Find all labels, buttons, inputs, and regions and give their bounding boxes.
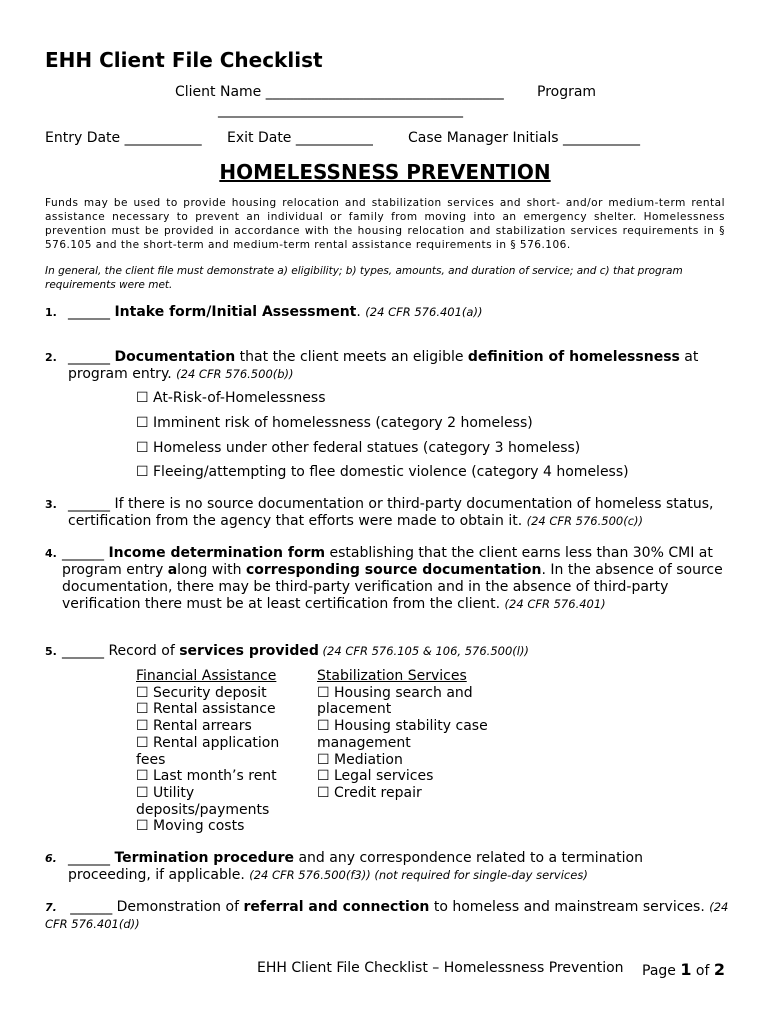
checklist-item-2 bbox=[45, 349, 730, 383]
page-label: Page bbox=[642, 963, 681, 979]
client-name-field: Client Name __________________________________ bbox=[175, 84, 504, 100]
checkbox-category-3[interactable]: ☐ Homeless under other federal statues (category 3 homeless) bbox=[136, 440, 581, 456]
financial-assistance-heading: Financial Assistance bbox=[136, 668, 277, 684]
checklist-item-6 bbox=[45, 850, 730, 884]
intro-paragraph: Funds may be used to provide housing relocation and stabilization services and short- and/or medium-term rental assistance necessary to prevent an individual or family from moving into an emergency shelter. Homelessness prevention must be provided in accordance with the housing relocation and stabilization services requirements in § 576.105 and the short-term and medium-term rental assistance requirements in § 576.106. bbox=[45, 197, 725, 251]
checkbox-mediation[interactable]: ☐ Mediation bbox=[317, 751, 403, 768]
item-text: . In the absence of source documentation, there may be third-party verification and in the absence of third-party verification there must be at least certification from the client. bbox=[62, 562, 723, 612]
item-number: 7. bbox=[45, 901, 57, 914]
checkbox-moving-costs[interactable]: ☐ Moving costs bbox=[136, 818, 245, 835]
item-blank: ______ Record of bbox=[62, 643, 180, 659]
current-page: 1 bbox=[680, 960, 692, 979]
item-number: 3. bbox=[45, 498, 57, 511]
entry-date-field: Entry Date ___________ bbox=[45, 130, 202, 146]
item-citation: (24 CFR 576.500(c)) bbox=[526, 514, 644, 528]
item-number: 5. bbox=[45, 645, 57, 658]
checkbox-utility-deposits[interactable]: ☐ Utility deposits/payments bbox=[136, 784, 270, 818]
checkbox-rental-application-fees[interactable]: ☐ Rental application fees bbox=[136, 734, 280, 768]
item-number: 1. bbox=[45, 306, 57, 319]
checkbox-housing-stability[interactable]: ☐ Housing stability case management bbox=[317, 718, 488, 751]
item-citation: (24 CFR 576.105 & 106, 576.500(l)) bbox=[318, 644, 529, 658]
item-citation: (24 CFR 576.401(d)) bbox=[45, 900, 729, 931]
stabilization-services-heading: Stabilization Services bbox=[317, 668, 467, 684]
program-label: Program bbox=[537, 84, 597, 100]
item-text: at program entry. bbox=[68, 349, 699, 382]
checkbox-at-risk[interactable]: ☐ At-Risk-of-Homelessness bbox=[136, 390, 326, 406]
item-text: to homeless and mainstream services. bbox=[429, 899, 710, 915]
item-blank: ______ bbox=[68, 850, 115, 866]
item-text: that the client meets an eligible bbox=[235, 349, 468, 365]
checkbox-security-deposit[interactable]: ☐ Security deposit bbox=[136, 684, 267, 701]
item-citation: (24 CFR 576.401(a)) bbox=[365, 305, 483, 319]
intro-note: In general, the client file must demonstrate a) eligibility; b) types, amounts, and duration of service; and c) that program requirements were met. bbox=[45, 265, 683, 291]
item-blank: ______ bbox=[68, 349, 115, 365]
case-manager-initials-field: Case Manager Initials ___________ bbox=[408, 130, 641, 146]
item-text: . bbox=[356, 304, 366, 320]
item-number: 4. bbox=[45, 547, 57, 560]
checklist-item-4 bbox=[45, 545, 730, 613]
item-bold-text: Intake form/Initial Assessment bbox=[114, 304, 357, 320]
checklist-item-7 bbox=[45, 899, 730, 933]
financial-assistance-column bbox=[136, 668, 296, 835]
item-bold-text: Income determination form bbox=[108, 545, 326, 561]
checkbox-housing-search[interactable]: ☐ Housing search and placement bbox=[317, 684, 473, 718]
item-text: ______ If there is no source documentation or third-party documentation of homeless status, certification from the agency that efforts were made to obtain it. bbox=[68, 496, 714, 529]
item-citation: (24 CFR 576.500(f3)) (not required for single-day services) bbox=[249, 868, 588, 882]
checkbox-rental-assistance[interactable]: ☐ Rental assistance bbox=[136, 701, 276, 718]
item-text: and any correspondence related to a termination proceeding, if applicable. bbox=[68, 850, 643, 883]
item-number: 2. bbox=[45, 351, 57, 364]
item-citation: (24 CFR 576.401) bbox=[504, 597, 606, 611]
checkbox-credit-repair[interactable]: ☐ Credit repair bbox=[317, 784, 422, 801]
item-bold-text: Documentation bbox=[114, 349, 236, 365]
item-text: establishing that the client earns less than 30% CMI at program entry bbox=[62, 545, 713, 578]
checkbox-rental-arrears[interactable]: ☐ Rental arrears bbox=[136, 718, 252, 735]
item-number: 6. bbox=[45, 852, 57, 865]
item-text: long with bbox=[177, 562, 246, 578]
stabilization-services-column bbox=[317, 668, 497, 802]
item-bold-text: services provided bbox=[179, 643, 319, 659]
footer-page-number bbox=[642, 960, 725, 979]
checkbox-last-months-rent[interactable]: ☐ Last month’s rent bbox=[136, 768, 277, 785]
item-blank: ______ bbox=[68, 304, 115, 320]
item-bold-text: definition of homelessness bbox=[467, 349, 680, 365]
checkbox-category-4[interactable]: ☐ Fleeing/attempting to flee domestic violence (category 4 homeless) bbox=[136, 464, 629, 480]
item-bold-text: corresponding source documentation bbox=[245, 562, 542, 578]
item-bold-text: a bbox=[167, 562, 178, 578]
item-bold-text: Termination procedure bbox=[114, 850, 295, 866]
checkbox-legal-services[interactable]: ☐ Legal services bbox=[317, 768, 434, 785]
checklist-item-1 bbox=[45, 304, 730, 321]
item-blank: ______ Demonstration of bbox=[70, 899, 244, 915]
item-blank: ______ bbox=[62, 545, 109, 561]
of-label: of bbox=[691, 963, 714, 979]
program-field-line: ___________________________________ bbox=[218, 102, 463, 118]
exit-date-field: Exit Date ___________ bbox=[227, 130, 373, 146]
footer-document-title: EHH Client File Checklist – Homelessness Prevention bbox=[257, 960, 624, 976]
checklist-item-5 bbox=[45, 643, 730, 660]
checkbox-category-2[interactable]: ☐ Imminent risk of homelessness (category 2 homeless) bbox=[136, 415, 533, 431]
section-title: HOMELESSNESS PREVENTION bbox=[219, 160, 551, 184]
page-title: EHH Client File Checklist bbox=[45, 48, 323, 72]
total-pages: 2 bbox=[713, 960, 726, 979]
item-citation: (24 CFR 576.500(b)) bbox=[176, 367, 294, 381]
checklist-item-3 bbox=[45, 496, 730, 530]
item-bold-text: referral and connection bbox=[243, 899, 430, 915]
